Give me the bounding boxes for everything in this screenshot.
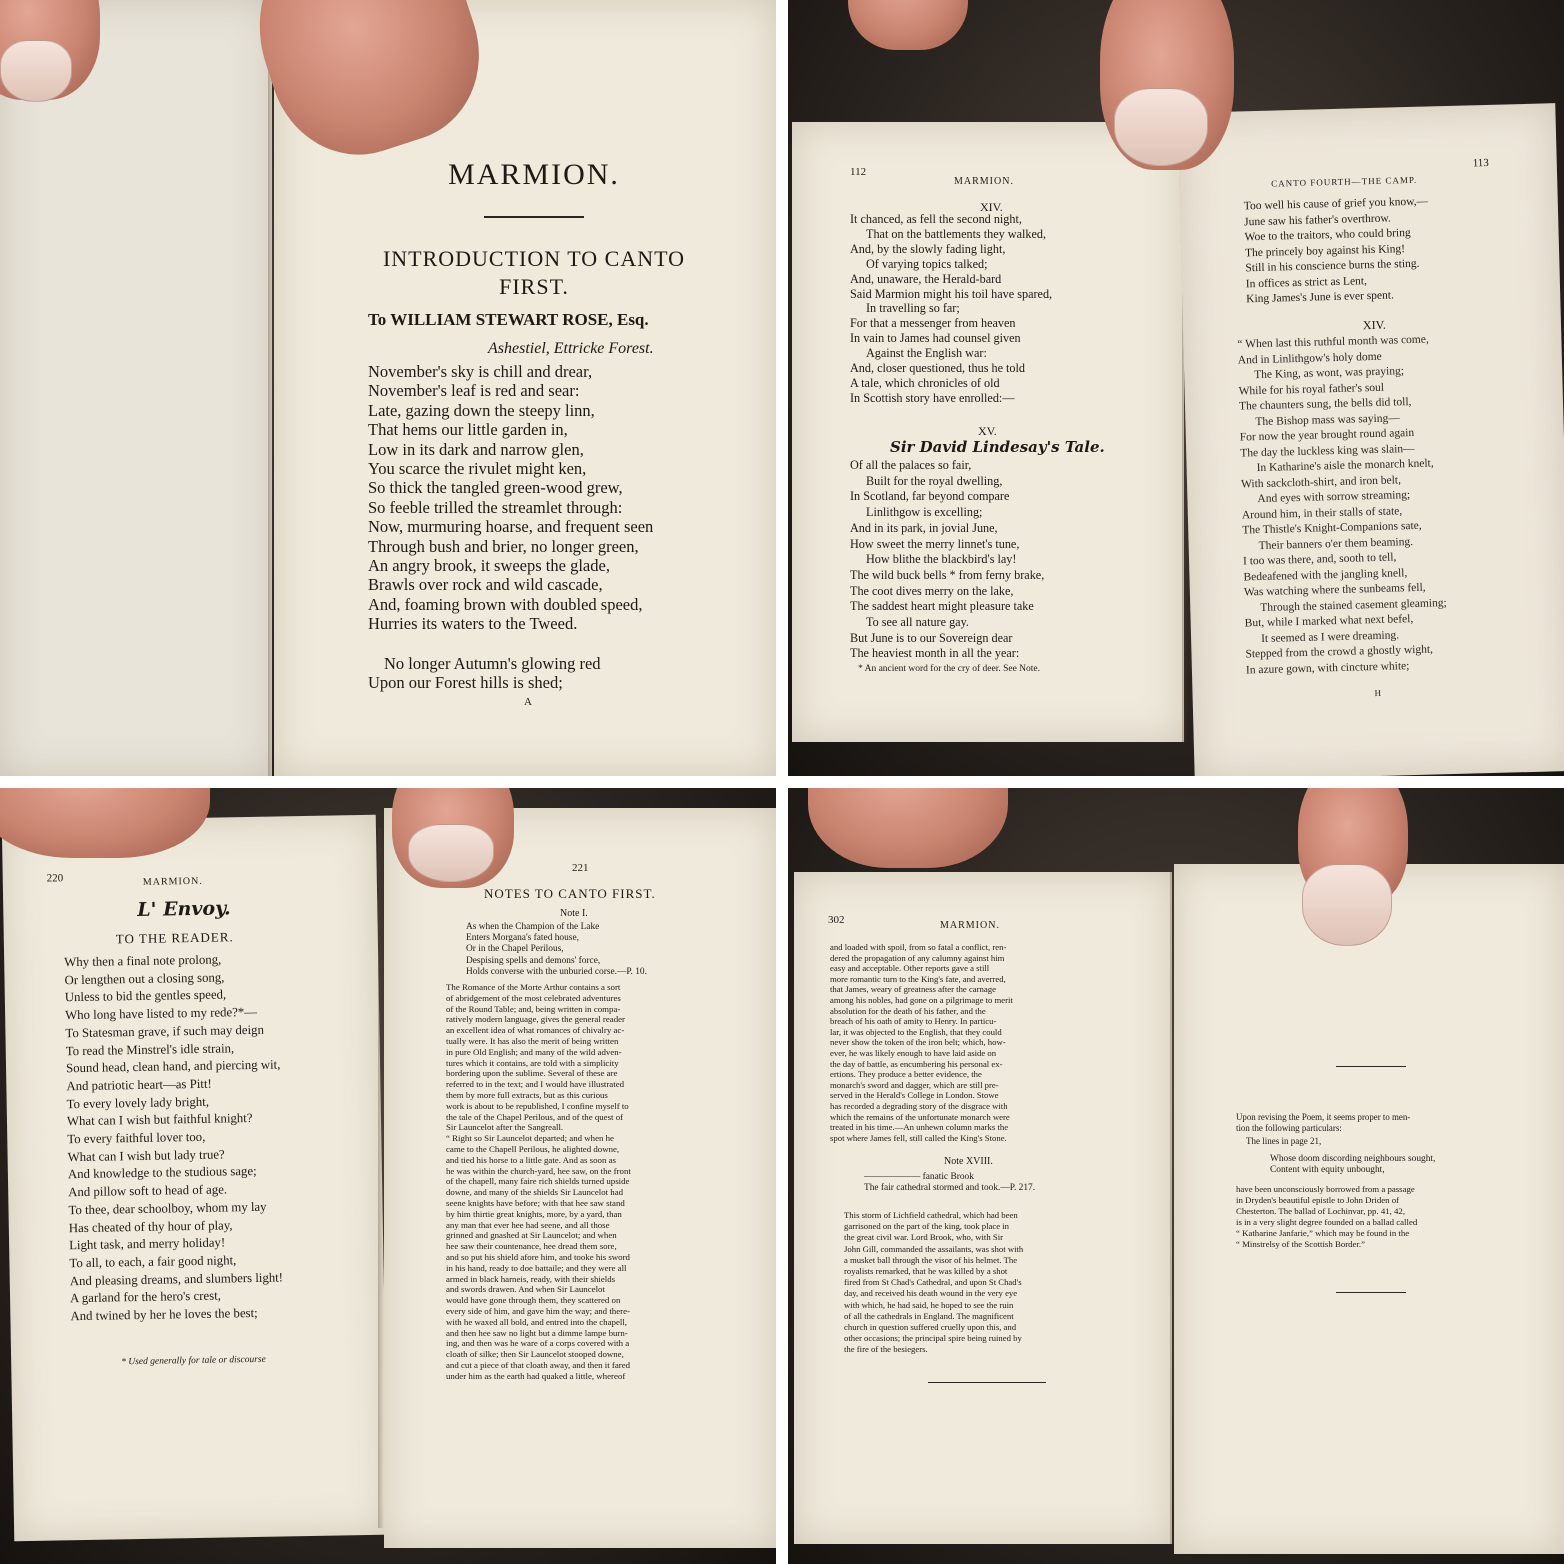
text-line: The wild buck bells * from ferny brake, <box>850 567 1045 582</box>
place: Ashestiel, Ettricke Forest. <box>488 340 654 357</box>
text-line: with which, he had said, he hoped to see the ruin <box>844 1299 1014 1310</box>
text-line: November's sky is chill and drear, <box>368 362 593 381</box>
running-header: MARMION. <box>142 875 203 888</box>
text-line: Chesterton. The ballad of Lochinvar, pp. 41, 42, <box>1236 1205 1406 1216</box>
page-number: 302 <box>828 914 845 926</box>
text-line: For now the year brought round again <box>1239 426 1415 444</box>
photo-panel-2 <box>788 0 1564 776</box>
text-line: And, foaming brown with doubled speed, <box>368 594 643 614</box>
text-line: ing, and then was he ware of a corps covered with a <box>446 1338 630 1349</box>
text-line: It seemed as I were dreaming. <box>1260 628 1400 645</box>
left-page <box>794 872 1172 1544</box>
text-line: Too well his cause of grief you know,— <box>1243 195 1429 213</box>
tale-title: Sir David Lindesay's Tale. <box>890 438 1105 456</box>
section-number: XV. <box>978 424 997 438</box>
text-line: Around him, in their stalls of state, <box>1241 504 1403 522</box>
text-line: And, by the slowly fading light, <box>850 241 1006 256</box>
right-page <box>384 808 776 1548</box>
text-line: have been unconsciously borrowed from a passage <box>1236 1184 1415 1194</box>
text-line: Woe to the traitors, who could bring <box>1244 226 1411 244</box>
text-line: tures which it contains, are told with a simplicity <box>446 1057 619 1068</box>
text-line: To read the Minstrel's idle strain, <box>65 1040 235 1058</box>
text-line: Content with equity unbought, <box>1270 1165 1385 1175</box>
text-line: has recorded a degrading story of the disgrace with <box>830 1100 1008 1111</box>
text-line: Built for the royal dwelling, <box>866 473 1003 488</box>
text-line: of abridgement of the most celebrated adventures <box>446 992 621 1003</box>
text-line: Whose doom discording neighbours sought, <box>1270 1154 1436 1164</box>
text-line: In azure gown, with cincture white; <box>1245 659 1410 676</box>
text-line: The Romance of the Morte Arthur contains a sort <box>446 982 621 992</box>
text-line: absolution for the death of his father, and the <box>830 1005 986 1016</box>
text-line: And eyes with sorrow streaming; <box>1257 489 1411 506</box>
note-paragraph-2 <box>844 1210 1023 1356</box>
text-line: in his hand, ready to doe battaile; and they were all <box>446 1262 627 1273</box>
text-line: downe, and many of the shields Sir Launcelot had <box>446 1187 624 1198</box>
text-line: Sound head, clean hand, and piercing wit, <box>65 1057 281 1076</box>
text-line: Enters Morgana's fated house, <box>466 933 579 944</box>
text-line: fired from St Chad's Cathedral, and upon St Chad's <box>844 1277 1022 1288</box>
text-line: dered the propagation of any calumny against him <box>830 952 1005 963</box>
text-line: any man that ever hee had seene, and all those <box>446 1219 610 1230</box>
page-number: 112 <box>850 166 867 178</box>
text-line: more romantic turn to the King's fate, and averred, <box>830 973 1006 984</box>
intro-heading-2: FIRST. <box>499 274 569 299</box>
text-line: Why then a final note prolong, <box>64 952 222 970</box>
text-line: Was watching where the sunbeams fell, <box>1243 581 1426 599</box>
text-line: them by more full extracts, but as this curious <box>446 1089 608 1100</box>
text-line: other occasions; the principal spire being ruined by <box>844 1333 1022 1344</box>
text-line: cloath of silke; then Sir Launcelot stooped downe, <box>446 1349 624 1360</box>
text-line: in pure Old English; and many of the wild adven- <box>446 1046 622 1057</box>
text-line: How sweet the merry linnet's tune, <box>850 536 1020 551</box>
text-line: referred to in the text; and I would have illustrated <box>446 1079 625 1090</box>
text-line: hee saw their countenance, hee dread them sore, <box>446 1241 617 1252</box>
text-line: To every faithful lover too, <box>67 1129 206 1147</box>
text-line: Or in the Chapel Perilous, <box>466 944 564 955</box>
book-title: MARMION. <box>448 158 620 191</box>
text-line: You scarce the rivulet might ken, <box>368 459 587 479</box>
text-line: John Gill, commanded the assailants, was shot with <box>844 1243 1024 1254</box>
text-line: tually were. It has also the merit of being written <box>446 1035 619 1046</box>
text-line: grinned and gnashed at Sir Launcelot; and when <box>446 1230 617 1241</box>
photo-panel-3 <box>0 788 776 1564</box>
text-line: Their banners o'er them beaming. <box>1258 535 1414 552</box>
envoy-poem <box>64 951 285 1326</box>
left-finger <box>848 0 968 50</box>
text-line: easy and acceptable. Other reports gave a still <box>830 963 990 974</box>
text-line: That on the battlements they walked, <box>866 226 1047 241</box>
text-line: To see all nature gay. <box>866 615 969 630</box>
text-line: The day the luckless king was slain— <box>1240 442 1415 460</box>
text-line: work is about to be republished, I confine myself to <box>446 1100 629 1111</box>
text-line: It chanced, as fell the second night, <box>850 212 1022 226</box>
note-paragraph-1 <box>830 942 1013 1143</box>
text-line: every side of him, and gave him the way; and there- <box>446 1305 630 1316</box>
running-header: MARMION. <box>954 176 1014 187</box>
note-quote <box>466 922 647 978</box>
text-line: Late, gazing down the steepy linn, <box>368 400 595 420</box>
envoy-title: L' Envoy. <box>137 897 231 921</box>
text-line: The saddest heart might pleasure take <box>850 599 1034 614</box>
errata-paragraph <box>1236 1184 1417 1249</box>
text-line: served in the Herald's College in London. Stowe <box>830 1090 999 1101</box>
text-line: Of all the palaces so fair, <box>850 458 972 472</box>
left-page-blank <box>0 0 272 776</box>
text-line: Said Marmion might his toil have spared, <box>850 286 1053 301</box>
section-number: XIV. <box>1362 317 1386 333</box>
text-line: Upon revising the Poem, it seems proper to men- <box>1236 1112 1411 1122</box>
text-line: among his nobles, had gone on a pilgrimage to merit <box>830 994 1013 1005</box>
text-line: Stepped from the crowd a ghostly wight, <box>1245 643 1434 661</box>
text-line: with he waxed all bold, and entred into the chapell, <box>446 1316 627 1327</box>
text-line: church in question suffered cruelly upon this, and <box>844 1322 1017 1333</box>
text-line: And in Linlithgow's holy dome <box>1237 350 1382 367</box>
text-line: Of varying topics talked; <box>866 256 988 271</box>
text-line: Now, murmuring hoarse, and frequent seen <box>368 517 654 537</box>
text-line: and loaded with spoil, from so fatal a conflict, ren- <box>830 942 1007 952</box>
text-line: Unless to bid the gentles speed, <box>64 987 227 1005</box>
text-line: To thee, dear schoolboy, whom my lay <box>68 1199 267 1218</box>
text-line: A garland for the hero's crest, <box>69 1288 222 1306</box>
footnote: * Used generally for tale or discourse <box>121 1354 266 1368</box>
text-line: monarch's sword and dagger, which are still pre- <box>830 1079 999 1090</box>
text-line: That hems our little garden in, <box>368 420 568 440</box>
dedication: To WILLIAM STEWART ROSE, Esq. <box>368 310 649 329</box>
text-line: In offices as strict as Lent, <box>1245 274 1368 290</box>
text-line: But, while I marked what next befel, <box>1244 613 1414 630</box>
running-header: MARMION. <box>940 920 1000 931</box>
photo-panel-1 <box>0 0 776 776</box>
notes-title: NOTES TO CANTO FIRST. <box>484 886 656 901</box>
text-line: by him thirtie great knights, more, by a yard, than <box>446 1208 622 1219</box>
text-line: of the Round Table; and, being written in compa- <box>446 1003 621 1014</box>
text-line: “ Right so Sir Launcelot departed; and when he <box>446 1133 614 1144</box>
text-line: and tied his horse to a little gate. And as soon as <box>446 1154 616 1165</box>
poem-lines-xv <box>850 458 1044 662</box>
text-line: In Katharine's aisle the monarch knelt, <box>1256 457 1434 475</box>
poem-lines-xiv-right <box>1237 332 1448 678</box>
text-line: Hurries its waters to the Tweed. <box>368 614 578 634</box>
text-line: And in its park, in jovial June, <box>850 520 998 535</box>
footnote: * An ancient word for the cry of deer. See Note. <box>858 664 1041 674</box>
text-line: The Thistle's Knight-Companions sate, <box>1242 519 1422 537</box>
text-line: that James, weary of greatness after the carnage <box>830 984 996 995</box>
text-line: Holds converse with the unburied corse.—P. 10. <box>466 966 647 977</box>
page-number: 220 <box>46 872 64 885</box>
text-line: To every lovely lady bright, <box>66 1094 210 1111</box>
text-line: This storm of Lichfield cathedral, which had been <box>844 1210 1018 1220</box>
text-line: And pillow soft to head of age. <box>68 1182 228 1200</box>
text-line: The heaviest month in all the year: <box>850 646 1020 661</box>
note-heading: Note XVIII. <box>944 1156 993 1167</box>
text-line: lar, it was objected to the English, that they could <box>830 1026 1002 1037</box>
text-line: But June is to our Sovereign dear <box>850 630 1013 645</box>
section-number: XIV. <box>980 200 1003 214</box>
text-line: royalists remarked, that he was killed by a shot <box>844 1266 1008 1277</box>
poem-lines-xiv <box>850 212 1052 406</box>
text-line: an excellent idea of what romances of chivalry ac- <box>446 1025 625 1036</box>
text-line: Upon our Forest hills is shed; <box>368 673 563 693</box>
text-line: treated in his time.—An unhewn column marks the <box>830 1122 1009 1133</box>
text-line: The chaunters sung, the bells did toll, <box>1238 396 1412 413</box>
text-line: “ Minstrelsy of the Scottish Border.” <box>1236 1238 1366 1249</box>
note-heading: Note I. <box>560 908 588 919</box>
text-line: In travelling so far; <box>866 301 960 316</box>
text-line: day, and received his death wound in the very eye <box>844 1288 1018 1299</box>
text-line: in Dryden's beautiful epistle to John Driden of <box>1236 1194 1400 1205</box>
text-line: The fair cathedral stormed and took.—P. 217. <box>864 1183 1036 1194</box>
text-line: So feeble trilled the streamlet through: <box>368 497 623 517</box>
text-line: I too was there, and, sooth to tell, <box>1242 551 1397 568</box>
text-line: The coot dives merry on the lake, <box>850 583 1014 598</box>
text-line: Sir Launcelot after the Sangreall. <box>446 1122 564 1133</box>
text-line: and so put his shield afore him, and tooke his sword <box>446 1251 630 1262</box>
left-finger <box>808 788 1008 868</box>
text-line: Still in his conscience burns the sting. <box>1245 257 1420 275</box>
poem-stanza-1 <box>368 362 653 634</box>
text-line: And knowledge to the studious sage; <box>67 1164 257 1182</box>
text-line: Linlithgow is excelling; <box>866 505 983 520</box>
text-line: the great civil war. Lord Brook, who, with Sir <box>844 1232 1004 1243</box>
text-line: As when the Champion of the Lake <box>466 922 600 932</box>
text-line: Who long have listed to my rede?*— <box>65 1005 258 1023</box>
running-header: CANTO FOURTH—THE CAMP. <box>1271 174 1418 189</box>
text-line: In vain to James had counsel given <box>850 331 1021 346</box>
text-line: which the remains of the unfortunate monarch were <box>830 1111 1010 1122</box>
text-line: Or lengthen out a closing song, <box>64 970 225 987</box>
text-line: A tale, which chronicles of old <box>850 375 1000 390</box>
text-line: While for his royal father's soul <box>1238 381 1385 398</box>
text-line: breach of his oath of amity to Henry. In particu- <box>830 1016 997 1027</box>
text-line: the fire of the besiegers. <box>844 1344 928 1355</box>
text-line: Bedeafened with the jangling knell, <box>1243 566 1408 583</box>
text-line: never show the token of the iron belt; which, how- <box>830 1037 1006 1048</box>
text-line: seene knights have before; with that hee saw stand <box>446 1197 625 1208</box>
text-line: the tale of the Chapel Perilous, and of the quest of <box>446 1111 624 1122</box>
text-line: of all the cathedrals in England. The magnificent <box>844 1310 1014 1321</box>
note-paragraph <box>446 982 631 1381</box>
text-line: “ Katharine Janfarie,” which may be found in the <box>1236 1227 1410 1238</box>
text-line: The princely boy against his King! <box>1244 242 1406 259</box>
text-line: The King, as wont, was praying; <box>1254 365 1405 382</box>
text-line: garrisoned on the part of the king, took place in <box>844 1221 1010 1232</box>
text-line: With sackcloth-shirt, and iron belt, <box>1240 473 1402 491</box>
note-quote <box>864 1172 1035 1195</box>
poem-lines-continued <box>1244 195 1431 308</box>
text-line: And patriotic heart—as Pitt! <box>66 1076 212 1094</box>
text-line: To Statesman grave, if such may deign <box>65 1022 265 1041</box>
page-number: 113 <box>1472 156 1489 170</box>
text-line: And twined by her he loves the best; <box>70 1305 258 1324</box>
text-line: ratively modern language, gives the general reader <box>446 1014 626 1025</box>
poem-stanza-2 <box>368 654 601 693</box>
text-line: And pleasing dreams, and slumbers light! <box>69 1270 284 1288</box>
errata-quote <box>1270 1154 1435 1176</box>
text-line: An angry brook, it sweeps the glade, <box>368 556 610 576</box>
left-page <box>792 122 1184 742</box>
text-line: To all, to each, a fair good night, <box>69 1253 237 1271</box>
text-line: Light task, and merry holiday! <box>69 1235 226 1253</box>
text-line: ertions. They produce a better evidence, the <box>830 1069 982 1080</box>
text-line: How blithe the blackbird's lay! <box>866 552 1017 567</box>
text-line: Against the English war: <box>866 346 987 361</box>
text-line: In Scottish story have enrolled:— <box>850 390 1015 405</box>
text-line: November's leaf is red and sear: <box>368 381 580 401</box>
envoy-subtitle: TO THE READER. <box>115 929 234 947</box>
text-line: Brawls over rock and wild cascade, <box>368 575 603 595</box>
text-line: What can I wish but lady true? <box>67 1147 225 1164</box>
text-line: King James's June is ever spent. <box>1246 289 1395 306</box>
text-line: is in a very slight degree founded on a ballad called <box>1236 1216 1418 1227</box>
right-page <box>1177 103 1564 776</box>
intro-heading-1: INTRODUCTION TO CANTO <box>382 246 686 271</box>
text-line: would have gone through them, they scattered on <box>446 1295 621 1306</box>
text-line: For that a messenger from heaven <box>850 316 1016 331</box>
text-line: Through bush and brier, no longer green, <box>368 536 639 556</box>
text-line: The Bishop mass was saying— <box>1255 411 1400 428</box>
text-line: Low in its dark and narrow glen, <box>368 439 584 459</box>
text-line: So thick the tangled green-wood grew, <box>368 478 623 498</box>
errata-lines-ref: The lines in page 21, <box>1246 1136 1322 1146</box>
left-page <box>2 815 389 1541</box>
text-line: and swords drawen. And when Sir Launcelot <box>446 1284 605 1295</box>
text-line: June saw his father's overthrow. <box>1244 212 1391 228</box>
text-line: of the chapell, many faire rich shields turned upside <box>446 1176 630 1187</box>
text-line: bordering upon the sublime. Several of these are <box>446 1068 618 1079</box>
signature-mark: A <box>524 696 532 708</box>
text-line: a musket ball through the visor of his helmet. The <box>844 1254 1018 1265</box>
page-number: 221 <box>572 862 589 874</box>
text-line: under him as the earth had quaked a little, whereof <box>446 1370 626 1381</box>
signature-mark: H <box>1374 687 1382 699</box>
right-page <box>1174 864 1564 1554</box>
text-line: In Scotland, far beyond compare <box>850 489 1010 504</box>
text-line: “ When last this ruthful month was come, <box>1237 333 1429 351</box>
text-line: spot where James fell, still called the King's Stone. <box>830 1132 1007 1143</box>
text-line: and then hee saw no light but a dimme lampe burn- <box>446 1327 628 1338</box>
text-line: armed in black harneis, ready, with their shields <box>446 1273 616 1284</box>
text-line: And, unaware, the Herald-bard <box>850 271 1002 286</box>
photo-panel-4 <box>788 788 1564 1564</box>
errata-intro <box>1236 1112 1410 1134</box>
text-line: ever, he was likely enough to have laid aside on <box>830 1047 997 1058</box>
text-line: Through the stained casement gleaming; <box>1260 596 1447 614</box>
text-line: No longer Autumn's glowing red <box>384 654 601 673</box>
text-line: —————— fanatic Brook <box>864 1172 974 1182</box>
text-line: the day of battle, as encumbering his personal ex- <box>830 1058 1003 1069</box>
text-line: and cut a piece of that cloath away, and then it fared <box>446 1359 631 1370</box>
text-line: Has cheated of thy hour of play, <box>68 1217 233 1235</box>
text-line: he was within the church-yard, hee saw, on the front <box>446 1165 631 1176</box>
text-line: came to the Chapell Perilous, he alighted downe, <box>446 1143 620 1154</box>
text-line: What can I wish but faithful knight? <box>66 1111 253 1129</box>
text-line: Despising spells and demons' force, <box>466 955 601 966</box>
text-line: tion the following particulars: <box>1236 1122 1342 1133</box>
text-line: And, closer questioned, thus he told <box>850 361 1025 376</box>
